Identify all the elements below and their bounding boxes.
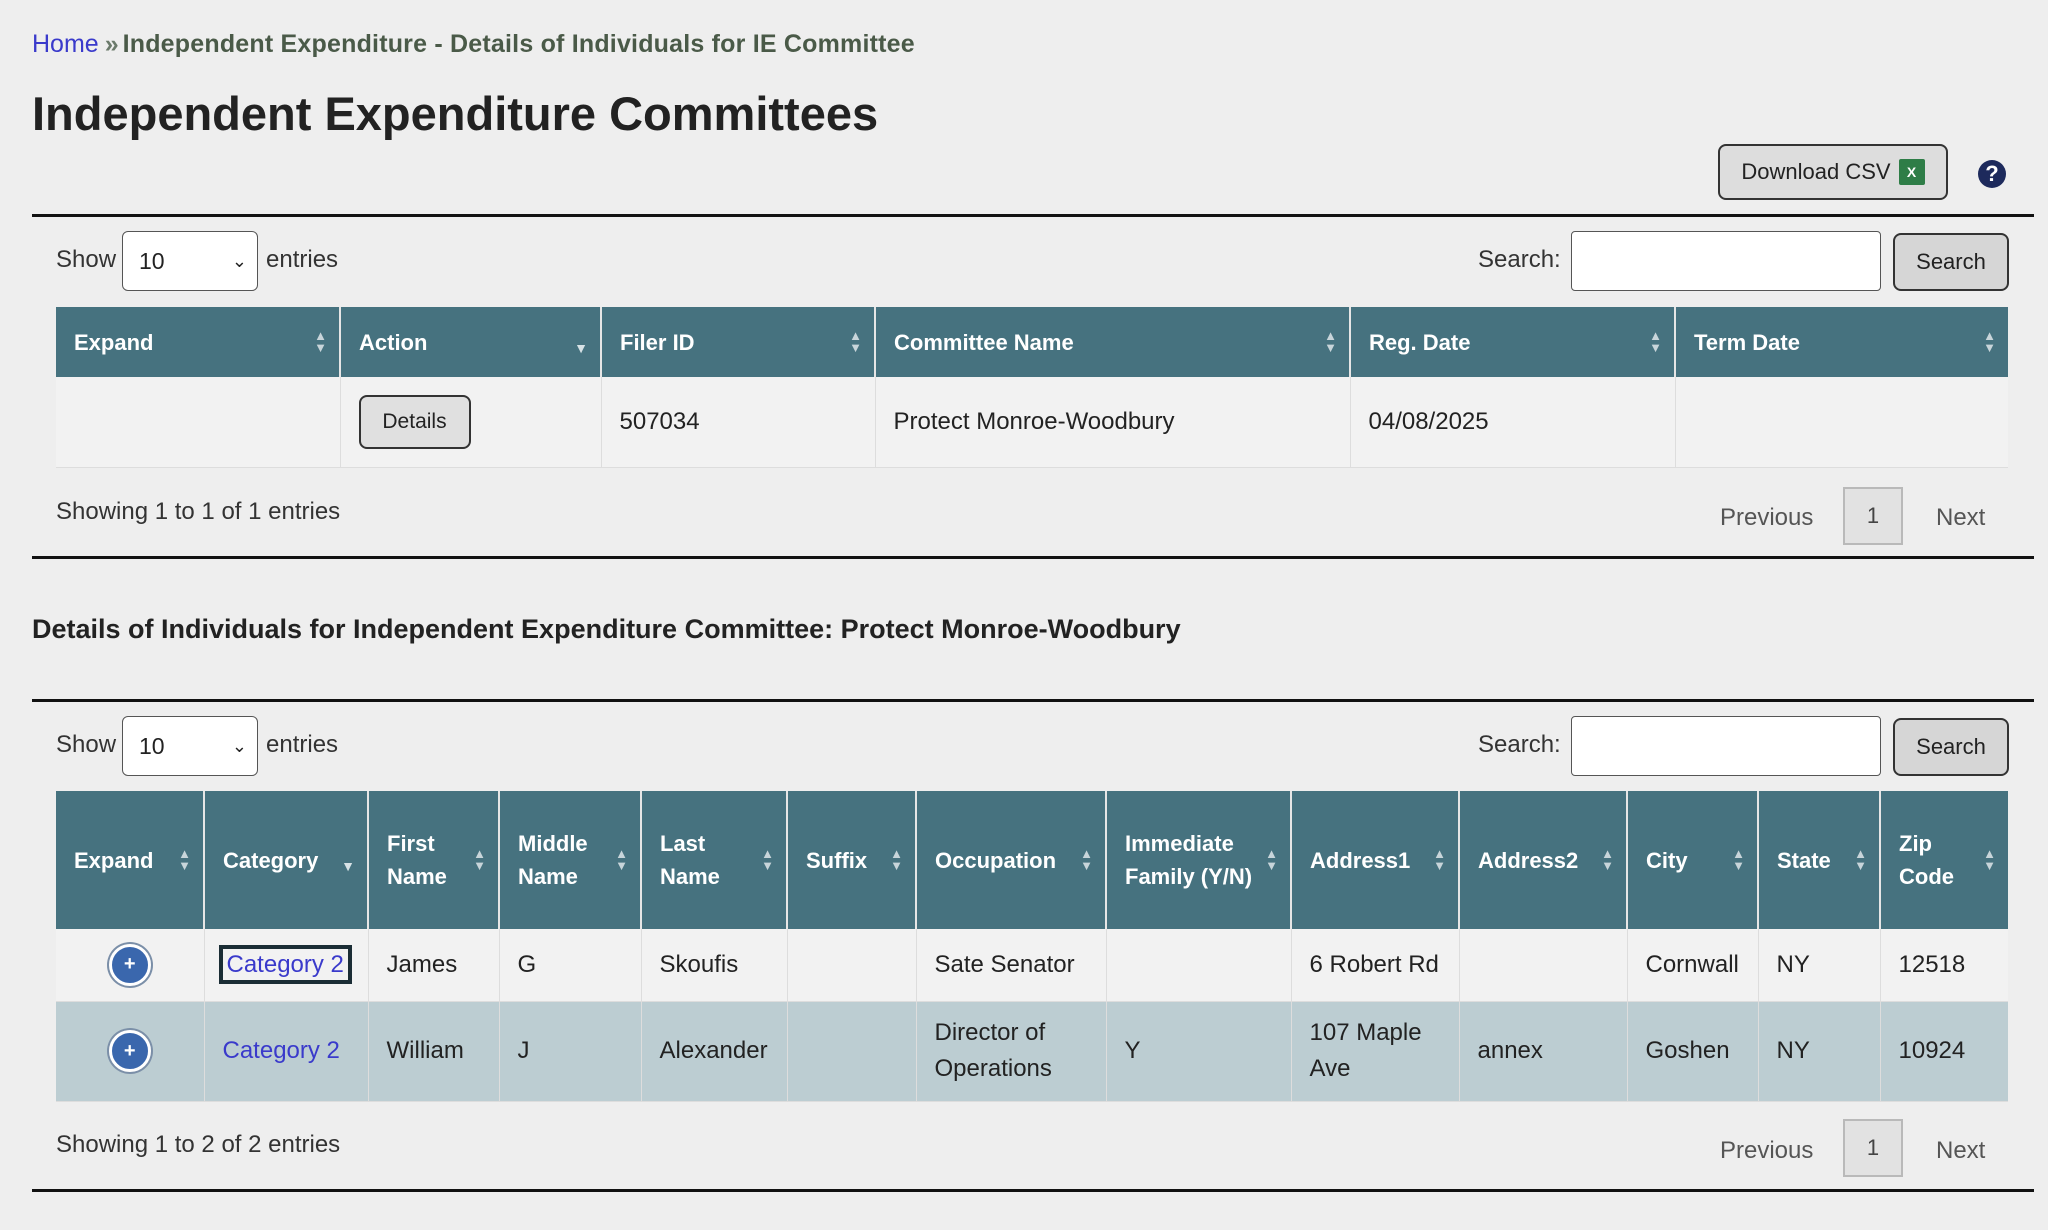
table-info: Showing 1 to 1 of 1 entries <box>56 498 341 525</box>
details-button[interactable]: Details <box>359 395 471 449</box>
help-icon[interactable]: ? <box>1978 160 2006 188</box>
chevron-down-icon: ⌄ <box>231 250 247 271</box>
sort-icon: ▲ ▼ <box>761 846 774 873</box>
cell-expand <box>56 929 204 1001</box>
cell-state: NY <box>1758 1001 1880 1101</box>
breadcrumb <box>32 30 915 59</box>
sort-icon: ▲ ▼ <box>1854 846 1867 873</box>
cell-last-name: Skoufis <box>641 929 787 1001</box>
entries-label: entries <box>266 731 339 758</box>
col-term-date[interactable]: Term Date ▲ ▼ <box>1675 307 2008 377</box>
cell-category <box>204 929 368 1001</box>
col-occupation[interactable]: Occupation ▲ ▼ <box>916 791 1106 929</box>
col-action[interactable]: Action ▼ <box>340 307 601 377</box>
sort-icon: ▲ ▼ <box>1265 846 1278 873</box>
page-title: Independent Expenditure Committees <box>32 87 879 140</box>
show-label: Show <box>56 246 117 273</box>
expand-row-button[interactable]: + <box>109 944 151 986</box>
search-button[interactable]: Search <box>1893 718 2009 776</box>
table-row <box>56 1001 2008 1101</box>
table-info: Showing 1 to 2 of 2 entries <box>56 1131 341 1158</box>
section-title: Details of Individuals for Independent Expenditure Committee: Protect Monroe-Woodbury <box>32 614 1181 644</box>
pagination-next[interactable]: Next <box>1936 504 1986 531</box>
col-category[interactable]: Category ▼ <box>204 791 368 929</box>
cell-city: Cornwall <box>1627 929 1758 1001</box>
col-address2[interactable]: Address2 ▲ ▼ <box>1459 791 1627 929</box>
col-city[interactable]: City ▲ ▼ <box>1627 791 1758 929</box>
pagination-previous[interactable]: Previous <box>1720 1137 1814 1164</box>
divider <box>32 556 2034 559</box>
cell-address2: annex <box>1459 1001 1627 1101</box>
cell-middle-name: J <box>499 1001 641 1101</box>
col-committee-name[interactable]: Committee Name ▲ ▼ <box>875 307 1350 377</box>
entries-label: entries <box>266 246 339 273</box>
table-row <box>56 377 2008 467</box>
pagination-next[interactable]: Next <box>1936 1137 1986 1164</box>
cell-state: NY <box>1758 929 1880 1001</box>
col-last-name[interactable]: Last Name ▲ ▼ <box>641 791 787 929</box>
download-csv-button[interactable] <box>1718 144 1948 200</box>
sort-icon: ▲ ▼ <box>1433 846 1446 873</box>
chevron-down-icon: ⌄ <box>231 735 247 756</box>
cell-filer-id: 507034 <box>601 377 875 467</box>
sort-icon: ▲ ▼ <box>890 846 903 873</box>
sort-icon: ▲ ▼ <box>314 328 327 355</box>
divider <box>32 1189 2034 1192</box>
cell-first-name: James <box>368 929 499 1001</box>
cell-suffix <box>787 929 916 1001</box>
committees-table <box>56 307 2008 468</box>
col-address1[interactable]: Address1 ▲ ▼ <box>1291 791 1459 929</box>
divider <box>32 214 2034 217</box>
pagination-previous[interactable]: Previous <box>1720 504 1814 531</box>
divider <box>32 699 2034 702</box>
search-input[interactable] <box>1571 231 1881 291</box>
breadcrumb-current: Independent Expenditure - Details of Individuals for IE Committee <box>122 30 915 58</box>
table-row <box>56 929 2008 1001</box>
sort-desc-icon: ▼ <box>574 340 588 357</box>
individuals-table <box>56 791 2008 1102</box>
cell-immediate-family: Y <box>1106 1001 1291 1101</box>
search-input[interactable] <box>1571 716 1881 776</box>
cell-last-name: Alexander <box>641 1001 787 1101</box>
sort-desc-icon: ▼ <box>341 858 355 875</box>
col-state[interactable]: State ▲ ▼ <box>1758 791 1880 929</box>
cell-address2 <box>1459 929 1627 1001</box>
expand-row-button[interactable]: + <box>109 1030 151 1072</box>
cell-term-date <box>1675 377 2008 467</box>
cell-expand <box>56 377 340 467</box>
page-size-select[interactable]: 10 ⌄ <box>122 231 258 291</box>
col-first-name[interactable]: First Name ▲ ▼ <box>368 791 499 929</box>
pagination-page[interactable]: 1 <box>1843 1119 1903 1177</box>
cell-occupation: Sate Senator <box>916 929 1106 1001</box>
sort-icon: ▲ ▼ <box>1601 846 1614 873</box>
category-link[interactable]: Category 2 <box>222 1037 340 1064</box>
category-link[interactable]: Category 2 <box>223 949 348 980</box>
sort-icon: ▲ ▼ <box>1324 328 1337 355</box>
sort-icon: ▲ ▼ <box>1983 328 1996 355</box>
cell-immediate-family <box>1106 929 1291 1001</box>
pagination-page[interactable]: 1 <box>1843 487 1903 545</box>
sort-icon: ▲ ▼ <box>473 846 486 873</box>
cell-reg-date: 04/08/2025 <box>1350 377 1675 467</box>
excel-icon: X <box>1899 159 1925 185</box>
cell-occupation: Director of Operations <box>916 1001 1106 1101</box>
col-middle-name[interactable]: Middle Name ▲ ▼ <box>499 791 641 929</box>
cell-city: Goshen <box>1627 1001 1758 1101</box>
cell-first-name: William <box>368 1001 499 1101</box>
cell-category <box>204 1001 368 1101</box>
cell-address1: 107 Maple Ave <box>1291 1001 1459 1101</box>
sort-icon: ▲ ▼ <box>1983 846 1996 873</box>
sort-icon: ▲ ▼ <box>849 328 862 355</box>
breadcrumb-separator: » <box>104 30 119 58</box>
col-immediate-family[interactable]: Immediate Family (Y/N) ▲ ▼ <box>1106 791 1291 929</box>
search-label: Search: <box>1478 246 1561 273</box>
sort-icon: ▲ ▼ <box>1649 328 1662 355</box>
cell-suffix <box>787 1001 916 1101</box>
cell-committee-name: Protect Monroe-Woodbury <box>875 377 1350 467</box>
sort-icon: ▲ ▼ <box>178 846 191 873</box>
cell-zip-code: 10924 <box>1880 1001 2008 1101</box>
cell-middle-name: G <box>499 929 641 1001</box>
download-csv-label: Download CSV <box>1741 159 1891 184</box>
col-reg-date[interactable]: Reg. Date ▲ ▼ <box>1350 307 1675 377</box>
cell-action <box>340 377 601 467</box>
col-expand[interactable]: Expand ▲ ▼ <box>56 307 340 377</box>
col-zip-code[interactable]: Zip Code ▲ ▼ <box>1880 791 2008 929</box>
page-size-select[interactable]: 10 ⌄ <box>122 716 258 776</box>
col-expand[interactable]: Expand ▲ ▼ <box>56 791 204 929</box>
sort-icon: ▲ ▼ <box>1080 846 1093 873</box>
show-label: Show <box>56 731 117 758</box>
cell-zip-code: 12518 <box>1880 929 2008 1001</box>
search-label: Search: <box>1478 731 1561 758</box>
col-filer-id[interactable]: Filer ID ▲ ▼ <box>601 307 875 377</box>
breadcrumb-home-link[interactable]: Home <box>32 30 99 58</box>
sort-icon: ▲ ▼ <box>615 846 628 873</box>
sort-icon: ▲ ▼ <box>1732 846 1745 873</box>
cell-address1: 6 Robert Rd <box>1291 929 1459 1001</box>
col-suffix[interactable]: Suffix ▲ ▼ <box>787 791 916 929</box>
cell-expand <box>56 1001 204 1101</box>
search-button[interactable]: Search <box>1893 233 2009 291</box>
